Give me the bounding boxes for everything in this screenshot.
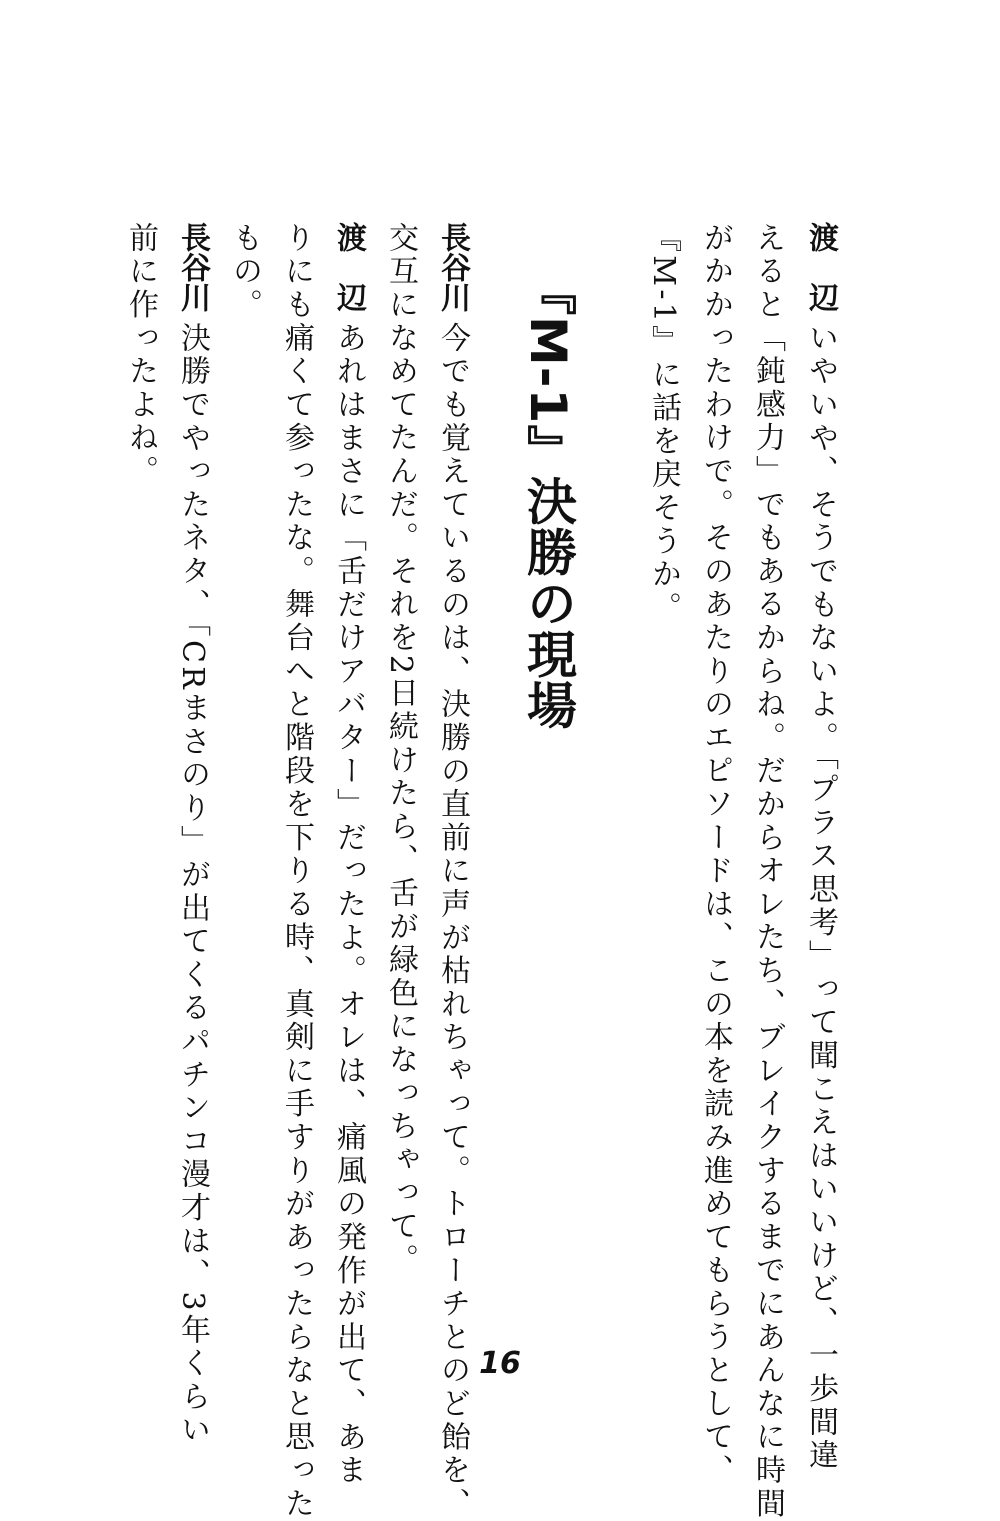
text-column [383, 222, 418, 1277]
dialogue-text: 前に作ったよね。 [123, 222, 158, 489]
speaker-name: 長谷川 [175, 222, 210, 312]
text-column [803, 222, 838, 1473]
text-column [331, 222, 366, 1488]
dialogue-text: もの。 [227, 222, 262, 322]
page-number: 16 [479, 1346, 521, 1381]
text-column [646, 222, 681, 625]
speaker-name: 渡辺 [803, 222, 838, 342]
dialogue-text: いやいや、そうでもないよ。「プラス思考」って聞こえはいいけど、一歩間違 [803, 322, 838, 1473]
text-column [123, 222, 158, 489]
dialogue-text: えると「鈍感力」でもあるからね。だからオレたち、ブレイクするまでにあんなに時間 [750, 222, 785, 1521]
dialogue-text: りにも痛くて参ったな。舞台へと階段を下りる時、真剣に手すりがあったらなと思った [279, 222, 314, 1521]
section-heading: 『M-1』決勝の現場 [519, 265, 577, 731]
dialogue-text: あれはまさに「舌だけアバター」だったよ。オレは、痛風の発作が出て、あま [331, 322, 366, 1488]
text-column [435, 222, 470, 1521]
text-column [279, 222, 314, 1521]
text-column [750, 222, 785, 1521]
speaker-name: 渡辺 [331, 222, 366, 342]
dialogue-text: 決勝でやったネタ、「CRまさのり」が出てくるパチンコ漫才は、3年くらい [175, 322, 210, 1448]
dialogue-text: 交互になめてたんだ。それを2日続けたら、舌が緑色になっちゃって。 [383, 222, 418, 1277]
dialogue-text: 今でも覚えているのは、決勝の直前に声が枯れちゃって。トローチとのど飴を、 [435, 322, 470, 1521]
text-column [175, 222, 210, 1448]
speaker-name: 長谷川 [435, 222, 470, 312]
text-column [698, 222, 733, 1488]
dialogue-text: がかかったわけで。そのあたりのエピソードは、この本を読み進めてもらうとして、 [698, 222, 733, 1488]
text-column [227, 222, 262, 322]
dialogue-text: 『M-1』に話を戻そうか。 [646, 222, 681, 625]
